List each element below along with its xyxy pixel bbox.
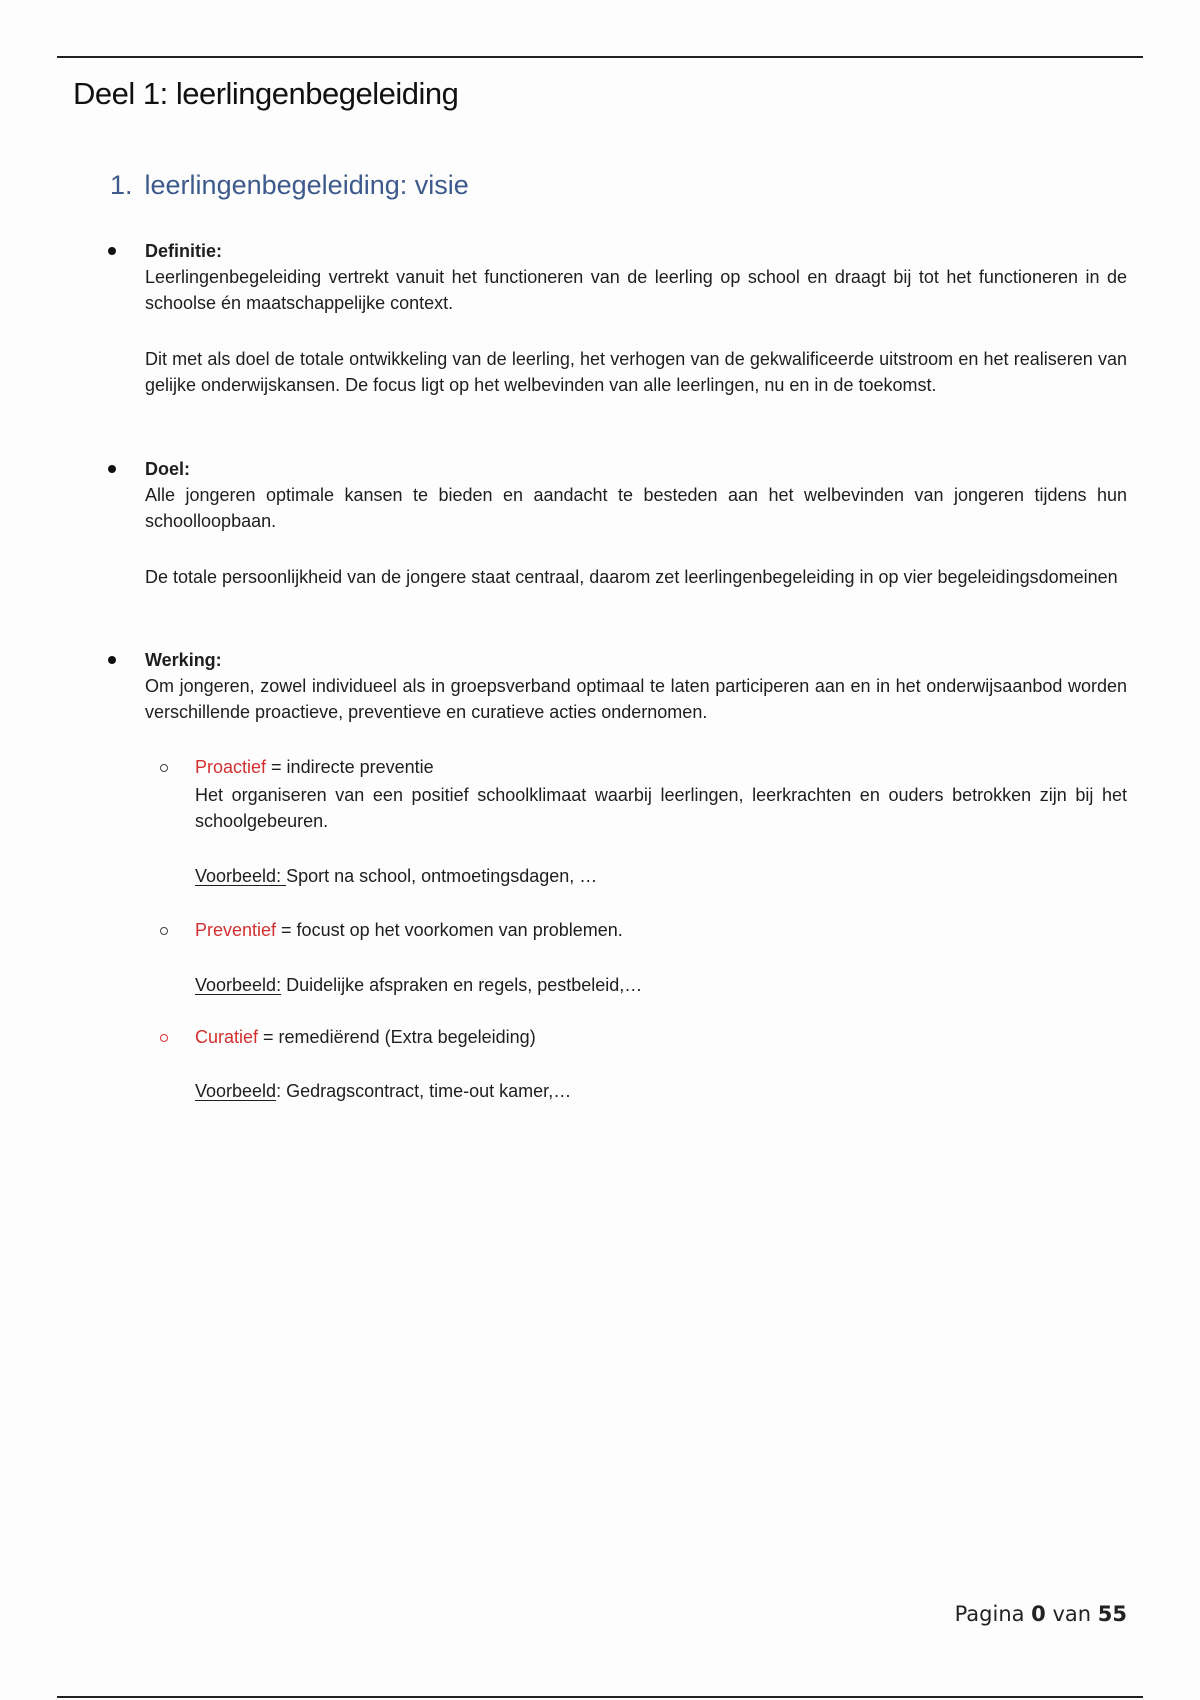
section-heading (110, 170, 469, 201)
doel-paragraph-2: De totale persoonlijkheid van de jongere staat centraal, daarom zet leerlingenbegeleiding in op vier begeleidingsdomeinen (145, 567, 1118, 587)
definitie-paragraph-1: Leerlingenbegeleiding vertrekt vanuit het functioneren van de leerling op school en draagt bij tot het functioneren in de schoolse én maatschappelijke context. (145, 267, 1127, 313)
bullet-definitie (108, 247, 116, 255)
footer-pagina-label: Pagina (954, 1602, 1032, 1626)
doel-paragraph-1: Alle jongeren optimale kansen te bieden en aandacht te besteden aan het welbevinden van jongeren tijdens hun schoolloopbaan. (145, 485, 1127, 531)
curatief-example-label: Voorbeeld (195, 1081, 277, 1101)
preventief-example-label: Voorbeeld: (195, 975, 282, 995)
proactief-definition: = indirecte preventie (266, 757, 434, 777)
part-title: Deel 1: leerlingenbegeleiding (73, 76, 459, 111)
bullet-doel (108, 465, 116, 473)
sub-bullet-curatief (160, 1034, 168, 1042)
footer-total-pages: 55 (1097, 1602, 1127, 1626)
section-title: leerlingenbegeleiding: visie (144, 170, 469, 200)
curatief-example (195, 1078, 571, 1104)
proactief-line (195, 754, 434, 780)
preventief-definition: = focust op het voorkomen van problemen. (276, 920, 623, 940)
bullet-werking (108, 656, 116, 664)
page-footer (955, 1602, 1127, 1626)
doel-heading: Doel: (145, 459, 190, 479)
proactief-example-label: Voorbeeld: (195, 866, 287, 886)
proactief-term: Proactief (195, 757, 267, 777)
section-number: 1. (110, 170, 133, 200)
definitie-heading: Definitie: (145, 241, 223, 261)
preventief-term: Preventief (195, 920, 277, 940)
proactief-example (195, 863, 597, 889)
curatief-definition: = remediërend (Extra begeleiding) (258, 1027, 536, 1047)
footer-current-page: 0 (1031, 1602, 1046, 1626)
preventief-line (195, 917, 623, 943)
footer-van-label: van (1045, 1602, 1098, 1626)
sub-bullet-preventief (160, 927, 168, 935)
top-rule (57, 56, 1143, 58)
preventief-example (195, 972, 642, 998)
werking-paragraph: Om jongeren, zowel individueel als in groepsverband optimaal te laten participeren aan en in het onderwijsaanbod worden verschillende proactieve, preventieve en curatieve acties ondernomen. (145, 676, 1127, 722)
definitie-paragraph-2: Dit met als doel de totale ontwikkeling van de leerling, het verhogen van de gekwalificeerde uitstroom en het realiseren van gelijke onderwijskansen. De focus ligt op het welbevinden van alle leerlingen, nu en in de toekomst. (145, 349, 1127, 395)
curatief-term: Curatief (195, 1027, 259, 1047)
werking-heading: Werking: (145, 650, 222, 670)
curatief-line (195, 1024, 536, 1050)
bottom-rule (57, 1696, 1143, 1698)
preventief-example-text: Duidelijke afspraken en regels, pestbeleid,… (281, 975, 643, 995)
proactief-example-text: Sport na school, ontmoetingsdagen, … (286, 866, 598, 886)
curatief-example-text: : Gedragscontract, time-out kamer,… (276, 1081, 572, 1101)
sub-bullet-proactief (160, 764, 168, 772)
proactief-description: Het organiseren van een positief schoolklimaat waarbij leerlingen, leerkrachten en ouders betrokken zijn bij het schoolgebeuren. (195, 785, 1127, 831)
